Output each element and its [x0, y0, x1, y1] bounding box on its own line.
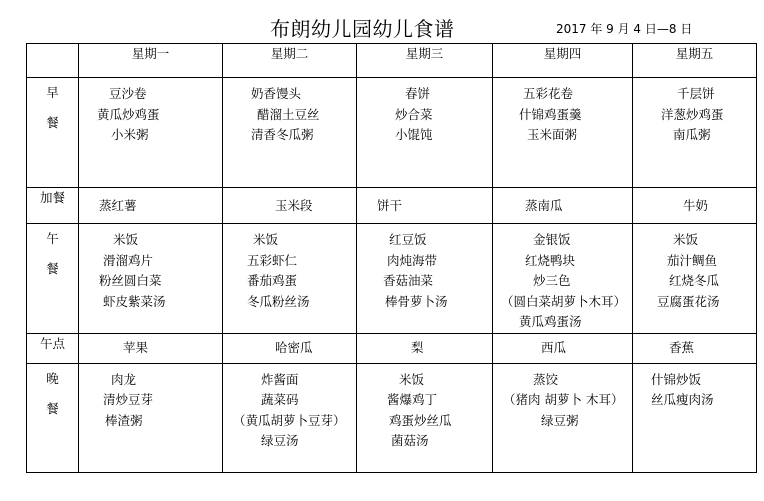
menu-item: 炒三色	[533, 273, 571, 288]
menu-item: 什锦炒饭	[651, 371, 702, 387]
menu-item: 冬瓜粉丝汤	[247, 293, 310, 309]
day-header-mon: 星期一	[79, 44, 223, 78]
menu-item: 蒸红薯	[99, 197, 137, 213]
header-row	[27, 44, 757, 78]
menu-item: 香菇油菜	[383, 273, 434, 288]
menu-item: 西瓜	[541, 340, 567, 355]
dinner-row	[27, 363, 757, 472]
snack-thu-cell	[493, 188, 633, 224]
lunch-wed-cell	[357, 224, 493, 334]
menu-item: 清香冬瓜粥	[251, 127, 314, 142]
dinner-fri-cell	[633, 363, 757, 472]
breakfast-mon-cell	[79, 78, 223, 188]
lunch-label-char: 午	[46, 231, 59, 246]
menu-item: 五彩虾仁	[247, 252, 298, 268]
snack-label	[27, 188, 79, 224]
menu-item: 牛奶	[683, 197, 709, 213]
snack-tue-cell	[223, 188, 357, 224]
dinner-label-char: 晚	[46, 370, 59, 386]
afternoon-snack-thu-cell	[493, 333, 633, 363]
menu-item: 茄汁鲷鱼	[667, 252, 718, 268]
snack-row	[27, 188, 757, 224]
menu-item: 米饭	[253, 232, 279, 247]
menu-item: 奶香馒头	[251, 86, 302, 101]
menu-item: 绿豆汤	[261, 433, 299, 448]
afternoon-snack-label	[27, 333, 79, 363]
dinner-label	[27, 363, 79, 472]
menu-item: 棒骨萝卜汤	[385, 293, 448, 309]
menu-item: 五彩花卷	[523, 86, 574, 101]
menu-item: 滑溜鸡片	[103, 252, 154, 268]
page-title: 布朗幼儿园幼儿食谱	[270, 17, 455, 41]
menu-item: （黄瓜胡萝卜豆芽）	[233, 412, 346, 428]
lunch-row	[27, 224, 757, 334]
corner-cell	[27, 44, 79, 78]
menu-item: 千层饼	[677, 86, 715, 101]
menu-item: 春饼	[405, 86, 431, 101]
menu-item: 豆沙卷	[109, 86, 147, 101]
afternoon-snack-tue-cell	[223, 333, 357, 363]
menu-item: 红烧鸭块	[525, 252, 576, 268]
breakfast-row	[27, 78, 757, 188]
menu-item: 清炒豆芽	[103, 392, 154, 407]
dinner-mon-cell	[79, 363, 223, 472]
menu-item: 玉米段	[275, 197, 313, 213]
dinner-label-char: 餐	[46, 400, 59, 416]
menu-item: （圆白菜胡萝卜木耳）	[501, 293, 627, 309]
menu-item: 粉丝圆白菜	[99, 273, 162, 288]
breakfast-label-char: 餐	[46, 115, 59, 130]
menu-item: 苹果	[123, 340, 149, 355]
menu-item: 洋葱炒鸡蛋	[661, 106, 724, 122]
menu-item: 饼干	[377, 197, 403, 213]
lunch-label-char: 餐	[46, 261, 59, 276]
breakfast-label	[27, 78, 79, 188]
menu-table	[26, 43, 757, 473]
menu-item: 棒渣粥	[105, 412, 143, 428]
menu-item: 鸡蛋炒丝瓜	[389, 412, 452, 428]
dinner-thu-cell	[493, 363, 633, 472]
menu-item: 炒合菜	[395, 106, 433, 122]
menu-item: 菌菇汤	[391, 433, 429, 448]
menu-item: 什锦鸡蛋羹	[519, 106, 582, 122]
lunch-tue-cell	[223, 224, 357, 334]
day-header-tue: 星期二	[223, 44, 357, 78]
dinner-wed-cell	[357, 363, 493, 472]
afternoon-snack-mon-cell	[79, 333, 223, 363]
menu-item: 米饭	[113, 232, 139, 247]
menu-item: 玉米面粥	[527, 127, 578, 142]
menu-item: 黄瓜鸡蛋汤	[519, 314, 582, 329]
menu-item: 红豆饭	[389, 232, 427, 247]
breakfast-label-char: 早	[46, 85, 59, 100]
menu-item: 小米粥	[111, 127, 149, 142]
menu-item: 绿豆粥	[541, 412, 579, 428]
menu-item: 南瓜粥	[673, 127, 711, 142]
menu-item: 哈密瓜	[275, 340, 313, 355]
snack-mon-cell	[79, 188, 223, 224]
breakfast-thu-cell	[493, 78, 633, 188]
menu-item: 米饭	[399, 371, 425, 387]
dinner-tue-cell	[223, 363, 357, 472]
menu-item: 蔬菜码	[261, 392, 299, 407]
lunch-thu-cell	[493, 224, 633, 334]
menu-item: 肉炖海带	[387, 252, 438, 268]
menu-item: 梨	[411, 340, 424, 355]
afternoon-snack-fri-cell	[633, 333, 757, 363]
afternoon-snack-label-char: 午点	[39, 335, 65, 351]
breakfast-fri-cell	[633, 78, 757, 188]
lunch-label	[27, 224, 79, 334]
menu-item: 肉龙	[111, 371, 137, 387]
afternoon-snack-row	[27, 333, 757, 363]
menu-item: 蒸饺	[533, 371, 559, 387]
breakfast-wed-cell	[357, 78, 493, 188]
menu-item: 香蕉	[669, 340, 695, 355]
menu-item: 醋溜土豆丝	[257, 106, 320, 122]
day-header-fri: 星期五	[633, 44, 757, 78]
snack-fri-cell	[633, 188, 757, 224]
menu-item: 虾皮紫菜汤	[103, 293, 166, 309]
menu-item: 丝瓜瘦肉汤	[651, 392, 714, 407]
menu-item: 黄瓜炒鸡蛋	[97, 106, 160, 122]
menu-item: 金银饭	[533, 232, 571, 247]
snack-wed-cell	[357, 188, 493, 224]
menu-item: 豆腐蛋花汤	[657, 293, 720, 309]
menu-item: 炸酱面	[261, 371, 299, 387]
day-header-wed: 星期三	[357, 44, 493, 78]
menu-item: 蒸南瓜	[525, 197, 563, 213]
afternoon-snack-wed-cell	[357, 333, 493, 363]
menu-item: （猪肉 胡萝卜 木耳）	[503, 392, 624, 407]
menu-item: 酱爆鸡丁	[387, 392, 438, 407]
breakfast-tue-cell	[223, 78, 357, 188]
lunch-fri-cell	[633, 224, 757, 334]
date-range: 2017 年 9 月 4 日—8 日	[556, 22, 693, 36]
lunch-mon-cell	[79, 224, 223, 334]
day-header-thu: 星期四	[493, 44, 633, 78]
menu-item: 红烧冬瓜	[669, 273, 720, 288]
menu-item: 小馄饨	[395, 127, 433, 142]
menu-item: 米饭	[673, 232, 699, 247]
snack-label-char: 加餐	[39, 190, 65, 205]
menu-item: 番茄鸡蛋	[247, 273, 298, 288]
